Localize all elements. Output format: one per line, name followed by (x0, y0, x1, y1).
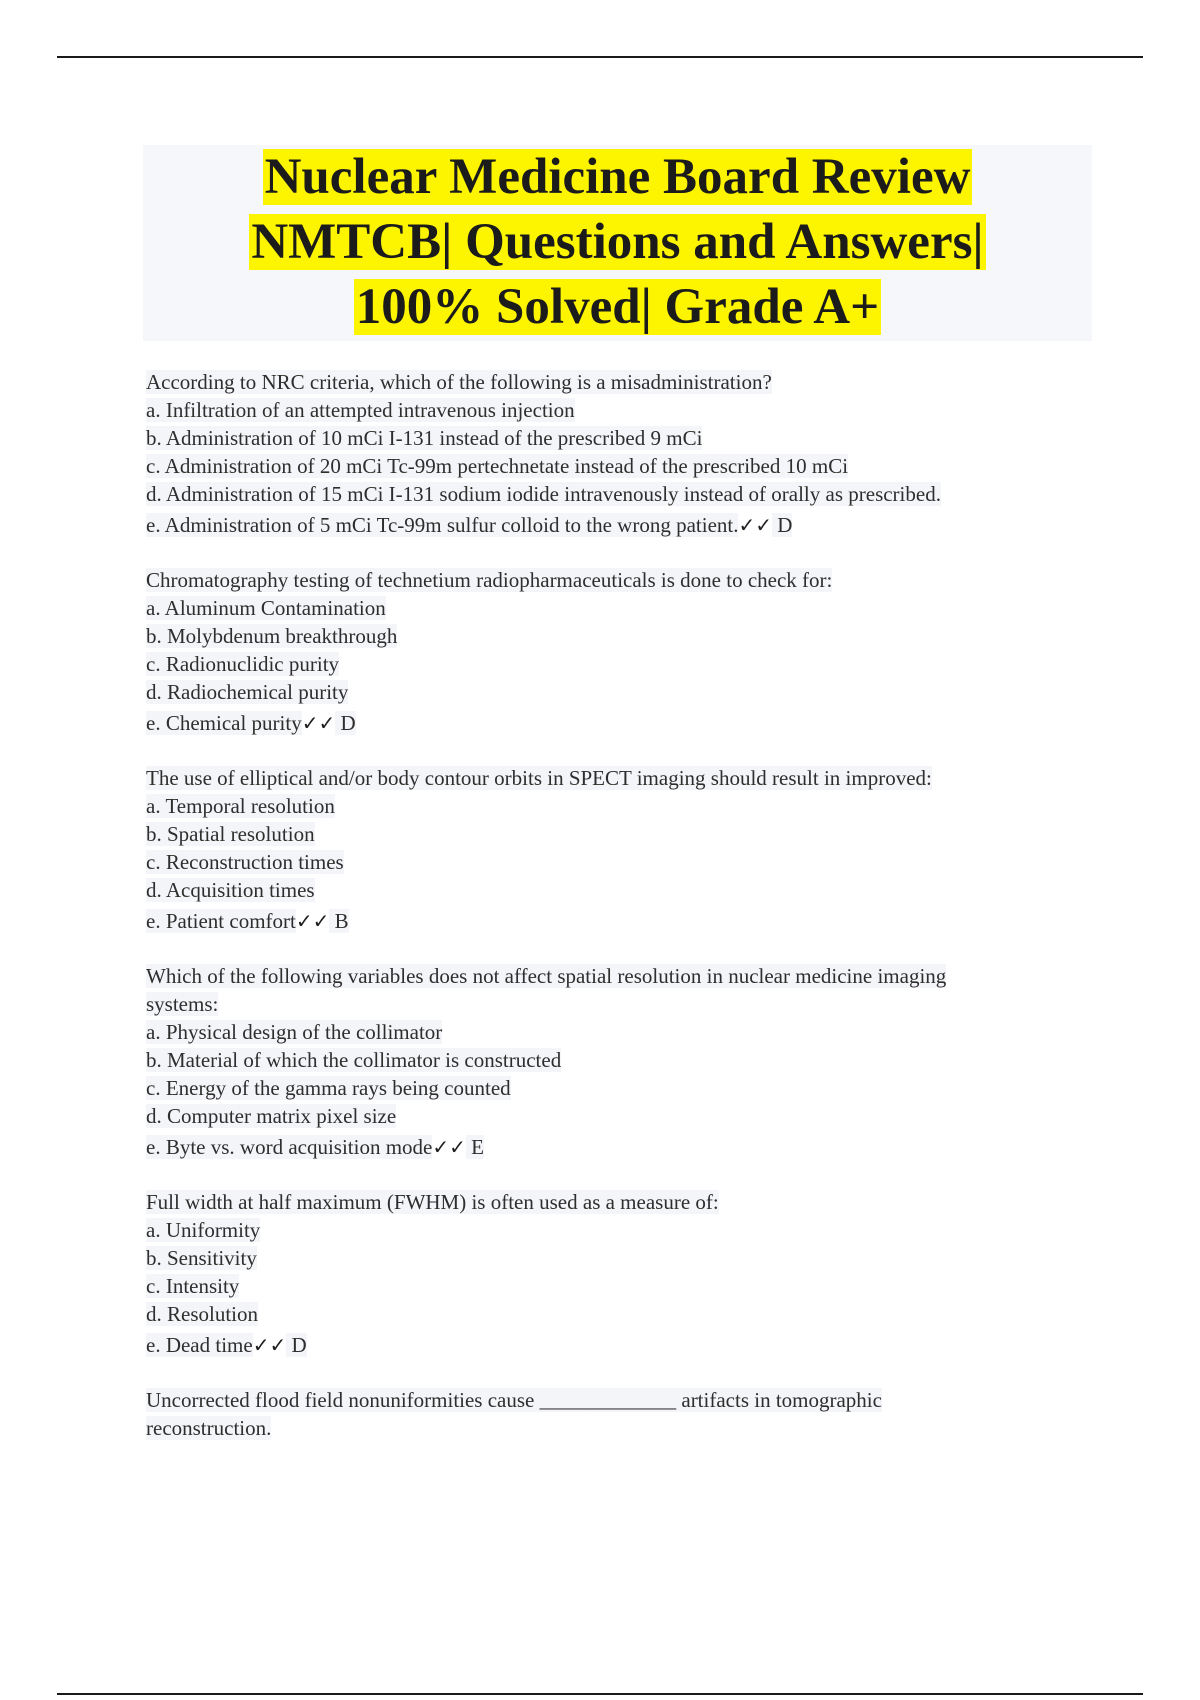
option-c: c. Radionuclidic purity (146, 652, 340, 676)
question-text: The use of elliptical and/or body contour orbits in SPECT imaging should result in improved: (146, 766, 932, 790)
option-a: a. Temporal resolution (146, 794, 335, 818)
question-text-line-1: Uncorrected flood field nonuniformities cause _____________ artifacts in tomographic (146, 1388, 882, 1412)
double-check-icon: ✓✓ (252, 1333, 287, 1357)
option-d: d. Administration of 15 mCi I-131 sodium iodide intravenously instead of orally as prescribed. (146, 482, 941, 506)
double-check-icon: ✓✓ (295, 909, 330, 933)
option-b: b. Material of which the collimator is constructed (146, 1048, 562, 1072)
option-a: a. Aluminum Contamination (146, 596, 386, 620)
option-d: d. Acquisition times (146, 878, 315, 902)
question-block-3 (146, 764, 1086, 935)
option-b: b. Spatial resolution (146, 822, 315, 846)
option-d: d. Computer matrix pixel size (146, 1104, 397, 1128)
option-e-with-answer: e. Chemical purity✓✓ D (146, 711, 356, 735)
title-line-2: NMTCB| Questions and Answers| (251, 214, 984, 270)
option-d: d. Radiochemical purity (146, 680, 349, 704)
question-text-line-1: Which of the following variables does not affect spatial resolution in nuclear medicine imaging (146, 964, 947, 988)
question-text: Chromatography testing of technetium radiopharmaceuticals is done to check for: (146, 568, 833, 592)
question-text-line-2: systems: (146, 992, 219, 1016)
bottom-rule (57, 1693, 1143, 1695)
question-text-line-2: reconstruction. (146, 1416, 272, 1440)
option-d: d. Resolution (146, 1302, 259, 1326)
option-c: c. Reconstruction times (146, 850, 344, 874)
option-b: b. Molybdenum breakthrough (146, 624, 398, 648)
option-a: a. Infiltration of an attempted intravenous injection (146, 398, 575, 422)
answer-letter: D (291, 1333, 307, 1357)
answer-letter: E (471, 1135, 484, 1159)
option-c: c. Administration of 20 mCi Tc-99m pertechnetate instead of the prescribed 10 mCi (146, 454, 849, 478)
document-title (143, 145, 1092, 341)
question-block-5 (146, 1188, 1086, 1359)
option-c: c. Intensity (146, 1274, 240, 1298)
question-text: Full width at half maximum (FWHM) is often used as a measure of: (146, 1190, 719, 1214)
option-e-with-answer: e. Dead time✓✓ D (146, 1333, 307, 1357)
question-block-2 (146, 566, 1086, 737)
option-a: a. Physical design of the collimator (146, 1020, 443, 1044)
option-e-with-answer: e. Patient comfort✓✓ B (146, 909, 349, 933)
question-block-1 (146, 368, 1086, 539)
option-a: a. Uniformity (146, 1218, 261, 1242)
answer-letter: D (777, 513, 793, 537)
double-check-icon: ✓✓ (301, 711, 336, 735)
option-c: c. Energy of the gamma rays being counted (146, 1076, 511, 1100)
question-block-6 (146, 1386, 1086, 1442)
double-check-icon: ✓✓ (738, 513, 772, 537)
title-line-3: 100% Solved| Grade A+ (355, 279, 880, 335)
title-line-1: Nuclear Medicine Board Review (264, 149, 971, 205)
double-check-icon: ✓✓ (432, 1135, 466, 1159)
option-e-with-answer: e. Administration of 5 mCi Tc-99m sulfur colloid to the wrong patient.✓✓ D (146, 513, 793, 537)
question-text: According to NRC criteria, which of the following is a misadministration? (146, 370, 772, 394)
question-block-4 (146, 962, 1086, 1161)
top-rule (57, 56, 1143, 58)
answer-letter: B (334, 909, 349, 933)
option-b: b. Sensitivity (146, 1246, 257, 1270)
option-e-with-answer: e. Byte vs. word acquisition mode✓✓ E (146, 1135, 484, 1159)
question-list (146, 368, 1086, 1469)
option-b: b. Administration of 10 mCi I-131 instead of the prescribed 9 mCi (146, 426, 703, 450)
answer-letter: D (340, 711, 356, 735)
